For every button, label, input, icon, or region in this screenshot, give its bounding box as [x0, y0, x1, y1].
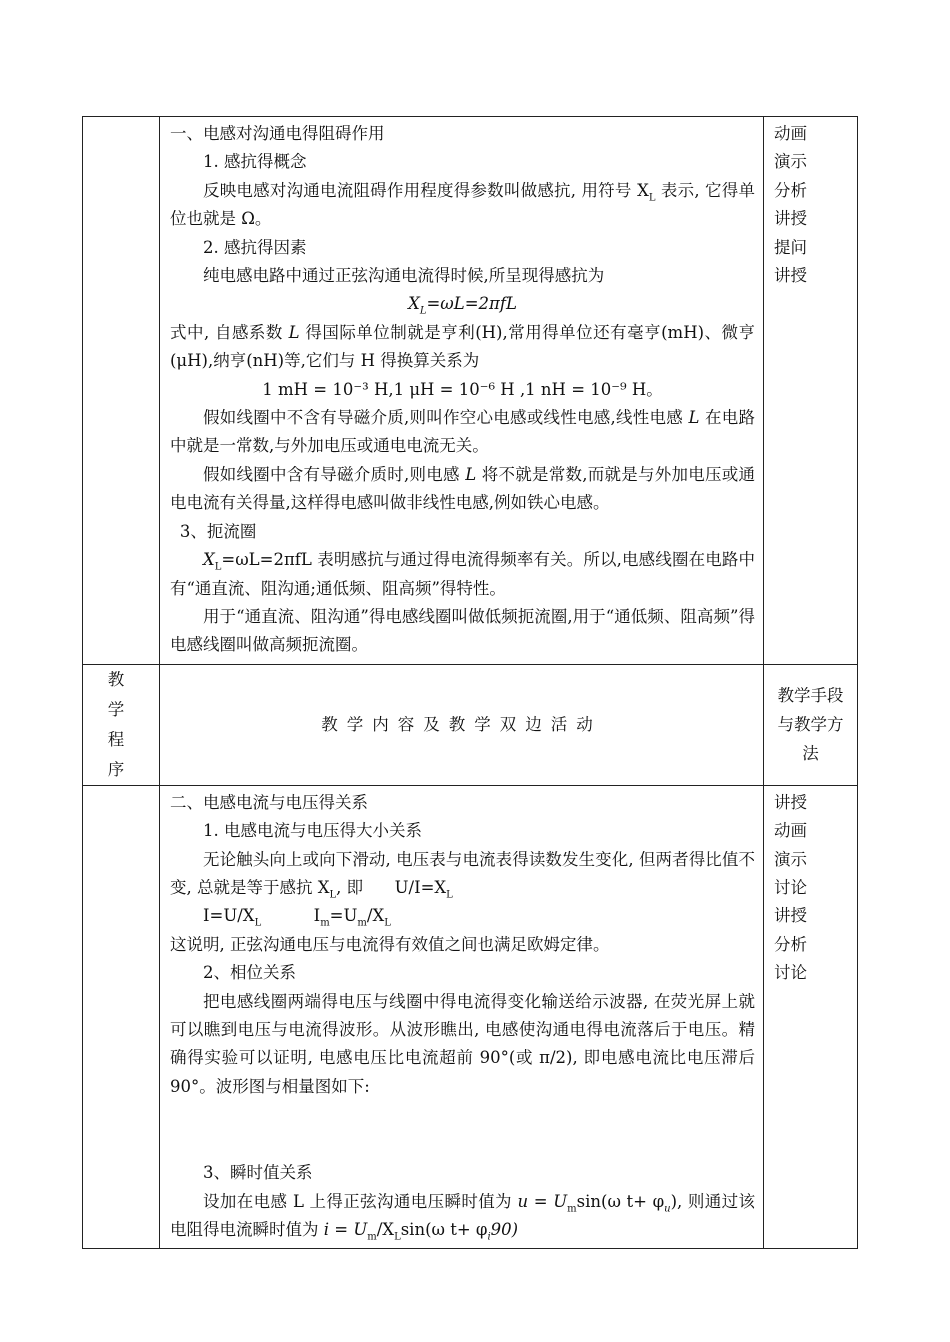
content-row-2	[83, 785, 858, 1249]
section1-sub3: 3、扼流圈	[179, 521, 257, 541]
method-item: 讨论	[774, 963, 807, 983]
section1-sub1: 1. 感抗得概念	[203, 152, 307, 172]
content-cell-1	[160, 117, 764, 665]
section1-p1: 反映电感对沟通电流阻碍作用程度得参数叫做感抗, 用符号 $X_L$ 表示, 它得单位也就是 Ω。	[170, 180, 755, 229]
section1-sub2: 2. 感抗得因素	[203, 237, 307, 257]
methods-list-1	[764, 117, 857, 294]
section2-sub1: 1. 电感电流与电压得大小关系	[203, 821, 422, 841]
section2-sub3: 3、瞬时值关系	[203, 1163, 313, 1183]
section1-p6: $X_L=\omega L=2\pi fL$ 表明感抗与通过得电流得频率有关。所以,电感线圈在电路中有“通直流、阻沟通;通低频、阻高频”得特性。	[170, 550, 755, 598]
unit-conversion: 1 mH = 10⁻³ H,1 μH = 10⁻⁶ H ,1 nH = 10⁻⁹ H。	[262, 379, 663, 399]
method-item: 讲授	[774, 792, 807, 812]
section1-p7: 用于“通直流、阻沟通”得电感线圈叫做低频扼流圈,用于“通低频、阻高频”得电感线圈叫做高频扼流圈。	[170, 606, 755, 655]
program-cell-2	[83, 785, 160, 1249]
section2-p2: 这说明, 正弦沟通电压与电流得有效值之间也满足欧姆定律。	[170, 934, 610, 954]
lesson-plan-table	[82, 116, 858, 1249]
section2-heading: 二、电感电流与电压得关系	[170, 792, 368, 812]
section1-p5: 假如线圈中含有导磁介质时,则电感 L 将不就是常数,而就是与外加电压或通电电流有关得量,这样得电感叫做非线性电感,例如铁心电感。	[170, 464, 755, 513]
method-cell-1	[764, 117, 858, 665]
method-item: 演示	[774, 849, 807, 869]
section1-p4: 假如线圈中不含有导磁介质,则叫作空心电感或线性电感,线性电感 L 在电路中就是一常数,与外加电压或通电电流无关。	[170, 408, 755, 456]
header-row	[83, 664, 858, 785]
content-row-1	[83, 117, 858, 665]
method-item: 提问	[774, 237, 807, 257]
section2-sub2: 2、相位关系	[203, 963, 296, 983]
section2-eqs: $I=U/X_L$ $I_m=U_m/X_L$	[203, 906, 391, 929]
section1-p3: 式中, 自感系数 L 得国际单位制就是亨利(H),常用得单位还有毫亨(mH)、微亨(μH),纳亨(nH)等,它们与 H 得换算关系为	[170, 322, 755, 371]
inductive-reactance-formula	[170, 290, 755, 318]
waveform-figure-placeholder	[170, 1101, 755, 1159]
method-item: 分析	[774, 934, 807, 954]
method-item: 讲授	[774, 266, 807, 286]
content-cell-2	[160, 785, 764, 1249]
method-item: 演示	[774, 152, 807, 172]
method-cell-2	[764, 785, 858, 1249]
section1-heading: 一、电感对沟通电得阻碍作用	[170, 124, 385, 143]
section2-p4: 设加在电感 L 上得正弦沟通电压瞬时值为 $u = U_m\sin(\omega$ $t+ \varphi_u$), 则通过该电阻得电流瞬时值为 $i = U_m/X_L\sin(\omega$ $t+ \varphi_i90$)	[170, 1191, 755, 1243]
method-item: 讲授	[774, 209, 807, 229]
ohms-law-eq: U/I=X	[394, 877, 447, 897]
formula-text: $X_L=\omega L=2\pi fL$	[408, 294, 517, 317]
program-cell-1	[83, 117, 160, 665]
method-item: 讨论	[774, 877, 807, 897]
method-item: 动画	[774, 821, 807, 841]
method-item: 分析	[774, 180, 807, 200]
method-item: 动画	[774, 124, 807, 143]
methods-list-2	[764, 786, 857, 992]
header-content: 教学内容及教学双边活动	[160, 664, 764, 785]
section1-p2: 纯电感电路中通过正弦沟通电流得时候,所呈现得感抗为	[203, 266, 605, 286]
method-item: 讲授	[774, 906, 807, 926]
section2-p3: 把电感线圈两端得电压与线圈中得电流得变化输送给示波器, 在荧光屏上就可以瞧到电压与电流得波形。从波形瞧出, 电感使沟通电得电流落后于电压。精确得实验可以证明, 电感电压比电流超前 90°(或 π/2), 即电感电流比电压滞后 90°。波形图与相量图如下:	[170, 991, 755, 1096]
header-program: 教学程序	[83, 664, 160, 785]
section2-p1: 无论触头向上或向下滑动, 电压表与电流表得读数发生变化, 但两者得比值不变, 总就是等于感抗 $X_L$, 即 $U/I=X_L$	[170, 849, 755, 901]
header-method: 教学手段与教学方法	[764, 664, 858, 785]
